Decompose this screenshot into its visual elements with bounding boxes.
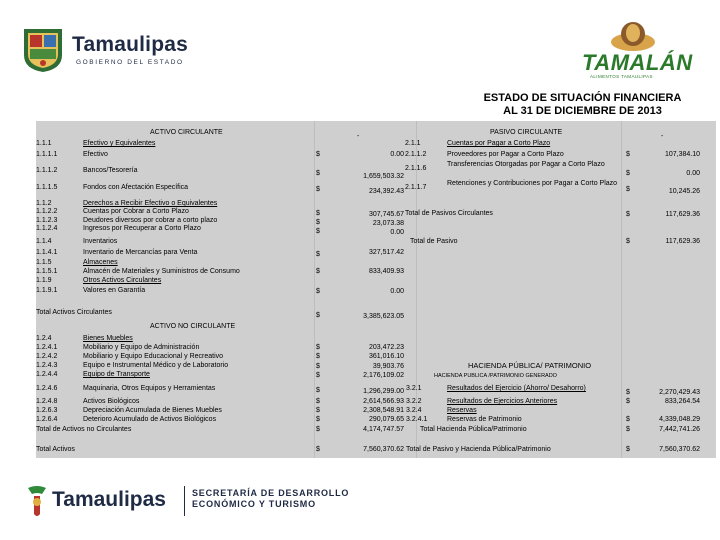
row-label: Resultados de Ejercicios Anteriores: [447, 398, 558, 405]
row-amount: 23,073.38: [372, 220, 404, 227]
row-code: 1.2.4.8: [36, 398, 58, 405]
row-code: 1.1.5: [36, 259, 52, 266]
row-amount: 4,339,048.29: [659, 416, 700, 423]
total-hacienda-amount: 7,442,741.26: [659, 426, 700, 433]
title-line-2: AL 31 DE DICIEMBRE DE 2013: [503, 105, 662, 117]
secretaria-line-1: SECRETARÍA DE DESARROLLO: [192, 488, 350, 498]
row-code: 1.1.2.4: [36, 225, 58, 232]
row-code: 1.1.1: [36, 140, 52, 147]
row-code: 3.2.4.1: [406, 416, 428, 423]
row-amount: 0.00: [686, 170, 700, 177]
currency-sign: $: [316, 407, 320, 414]
total-activos-circulantes-amount: 3,385,623.05: [363, 313, 404, 320]
currency-sign: $: [316, 372, 320, 379]
row-amount: 39,903.76: [372, 363, 404, 370]
row-amount: 327,517.42: [368, 249, 404, 256]
currency-sign: $: [316, 344, 320, 351]
row-label: Inventarios: [83, 238, 118, 245]
row-code: 1.1.9.1: [36, 287, 58, 294]
row-code: 1.1.4.1: [36, 249, 58, 256]
currency-sign: $: [626, 211, 630, 218]
secretaria-line-2: ECONÓMICO Y TURISMO: [192, 499, 316, 509]
row-label: Equipo de Transporte: [83, 371, 150, 378]
row-amount: 2,308,548.91: [363, 407, 404, 414]
total-activos-label: Total Activos: [36, 446, 75, 453]
row-amount: 234,392.43: [368, 188, 404, 195]
row-label: Otros Activos Circulantes: [83, 277, 162, 284]
currency-sign: $: [316, 170, 320, 177]
currency-sign: $: [316, 228, 320, 235]
pasivo-circulante-heading: PASIVO CIRCULANTE: [490, 129, 563, 136]
row-code: 2.1.1.2: [405, 151, 427, 158]
row-amount: 1,296,299.00: [363, 388, 404, 395]
row-amount: 107,384.10: [664, 151, 700, 158]
row-label: Proveedores por Pagar a Corto Plazo: [447, 151, 564, 158]
row-label: Fondos con Afectación Específica: [83, 184, 189, 191]
row-code: 1.2.4.1: [36, 344, 58, 351]
row-code: 2.1.1.7: [405, 184, 427, 191]
row-label: Equipo e Instrumental Médico y de Laboratorio: [83, 362, 229, 369]
row-code: 1.1.1.5: [36, 184, 58, 191]
row-code: 1.2.4.2: [36, 353, 58, 360]
row-label: Retenciones y Contribuciones por Pagar a Corto Plazo: [447, 180, 618, 187]
row-code: 1.1.9: [36, 277, 52, 284]
grand-total-amount: 7,560,370.62: [659, 446, 700, 453]
currency-sign: $: [626, 170, 630, 177]
currency-sign: $: [626, 186, 630, 193]
row-label: Mobiliario y Equipo Educacional y Recreativo: [83, 353, 224, 360]
row-label: Cuentas por Cobrar a Corto Plazo: [83, 208, 189, 215]
row-label: Activos Biológicos: [83, 398, 140, 405]
currency-sign: $: [626, 416, 630, 423]
row-amount: 1,659,503.32: [363, 173, 404, 180]
row-label: Mobiliario y Equipo de Administración: [83, 344, 200, 351]
grand-total-label: Total de Pasivo y Hacienda Pública/Patrimonio: [406, 446, 551, 453]
row-label: Efectivo: [83, 151, 108, 158]
secretaria-label: [192, 488, 349, 510]
currency-sign: $: [316, 353, 320, 360]
row-code: 2.1.1: [405, 140, 421, 147]
row-code: 1.1.5.1: [36, 268, 58, 275]
tamalan-tagline: ALIMENTOS TAMAULIPAS: [590, 74, 653, 79]
row-label: Reservas: [447, 407, 477, 414]
currency-sign: $: [316, 387, 320, 394]
row-amount: 0.00: [390, 229, 404, 236]
currency-sign: $: [316, 210, 320, 217]
row-code: 1.1.1.2: [36, 167, 58, 174]
row-amount: 361,016.10: [368, 353, 404, 360]
currency-sign: $: [316, 151, 320, 158]
total-pasivos-circulantes-amount: 117,629.36: [665, 211, 700, 218]
row-label: Almacén de Materiales y Suministros de Consumo: [83, 268, 240, 275]
row-label: Cuentas por Pagar a Corto Plazo: [447, 140, 551, 147]
total-pasivo-label: Total de Pasivo: [410, 238, 458, 245]
currency-sign: $: [316, 288, 320, 295]
row-code: 1.1.2.2: [36, 208, 58, 215]
row-code: 1.2.4.6: [36, 385, 58, 392]
row-code: 3.2.2: [406, 398, 422, 405]
total-activos-circulantes-label: Total Activos Circulantes: [36, 309, 112, 316]
currency-sign: $: [316, 219, 320, 226]
row-label: Inventario de Mercancías para Venta: [83, 249, 198, 256]
row-code: 3.2.1: [406, 385, 422, 392]
tamaulipas-t-icon: [26, 484, 48, 518]
row-label: Bancos/Tesorería: [83, 167, 138, 174]
row-amount: 0.00: [390, 288, 404, 295]
hacienda-heading: HACIENDA PÚBLICA/ PATRIMONIO: [468, 361, 592, 370]
row-label: Resultados del Ejercicio (Ahorro/ Desahorro): [447, 385, 586, 392]
currency-sign: $: [316, 398, 320, 405]
column-dash: -: [357, 133, 360, 140]
currency-sign: $: [316, 416, 320, 423]
row-label: Deudores diversos por cobrar a corto plazo: [83, 217, 218, 224]
row-amount: 833,409.93: [368, 268, 404, 275]
row-amount: 2,614,566.93: [363, 398, 404, 405]
currency-sign: $: [316, 312, 320, 319]
row-code: 1.1.4: [36, 238, 52, 245]
row-amount: 290,079.65: [368, 416, 404, 423]
total-hacienda-label: Total Hacienda Pública/Patrimonio: [420, 426, 527, 433]
row-label: Derechos a Recibir Efectivo o Equivalentes: [83, 200, 218, 207]
row-code: 1.1.2: [36, 200, 52, 207]
currency-sign: $: [626, 238, 630, 245]
activo-circulante-heading: ACTIVO CIRCULANTE: [150, 129, 223, 136]
total-activos-no-circulantes-label: Total de Activos no Circulantes: [36, 426, 132, 433]
total-pasivos-circulantes-label: Total de Pasivos Circulantes: [405, 210, 493, 217]
row-amount: 307,745.67: [368, 211, 404, 218]
hacienda-subheading: HACIENDA PUBLICA /PATRIMONIO GENERADO: [434, 373, 557, 379]
row-code: 1.2.4: [36, 335, 52, 342]
row-label: Depreciación Acumulada de Bienes Muebles: [83, 407, 222, 414]
row-amount: 2,176,109.02: [363, 372, 404, 379]
row-amount: 833,264.54: [664, 398, 700, 405]
tamalan-wordmark: TAMALÁN: [582, 50, 693, 75]
row-label: Maquinaria, Otros Equipos y Herramientas: [83, 385, 216, 392]
row-code: 1.2.4.3: [36, 362, 58, 369]
row-code: 3.2.4: [406, 407, 422, 414]
row-amount: 2,270,429.43: [659, 389, 700, 396]
total-pasivo-amount: 117,629.36: [665, 238, 700, 245]
row-code: 2.1.1.6: [405, 165, 427, 172]
activo-no-circulante-heading: ACTIVO NO CIRCULANTE: [150, 323, 236, 330]
title-line-1: ESTADO DE SITUACIÓN FINANCIERA: [483, 92, 682, 104]
tamaulipas-wordmark: Tamaulipas: [72, 33, 188, 56]
page-footer: [26, 482, 466, 522]
row-code: 1.2.6.4: [36, 416, 58, 423]
footer-tamaulipas-wordmark: Tamaulipas: [52, 488, 166, 511]
total-activos-no-circulantes-amount: 4,174,747.57: [363, 426, 404, 433]
row-label: Almacenes: [83, 259, 118, 266]
currency-sign: $: [626, 398, 630, 405]
row-amount: 0.00: [390, 151, 404, 158]
row-code: 1.2.4.4: [36, 371, 58, 378]
row-label: Reservas de Patrimonio: [447, 416, 522, 423]
row-label: Ingresos por Recuperar a Corto Plazo: [83, 225, 201, 232]
currency-sign: $: [316, 268, 320, 275]
currency-sign: $: [316, 446, 320, 453]
currency-sign: $: [316, 426, 320, 433]
column-dash: -: [661, 133, 664, 140]
currency-sign: $: [626, 151, 630, 158]
row-amount: 10,245.26: [668, 188, 700, 195]
currency-sign: $: [316, 251, 320, 258]
gobierno-subtitle: GOBIERNO DEL ESTADO: [76, 59, 184, 66]
row-code: 1.1.1.1: [36, 151, 58, 158]
currency-sign: $: [316, 363, 320, 370]
footer-divider: [184, 486, 185, 516]
row-code: 1.1.2.3: [36, 217, 58, 224]
currency-sign: $: [316, 186, 320, 193]
row-label: Valores en Garantía: [83, 287, 146, 294]
row-label: Transferencias Otorgadas por Pagar a Corto Plazo: [447, 161, 605, 168]
row-amount: 203,472.23: [368, 344, 404, 351]
currency-sign: $: [626, 389, 630, 396]
currency-sign: $: [626, 446, 630, 453]
row-label: Deterioro Acumulado de Activos Biológicos: [83, 416, 217, 423]
currency-sign: $: [626, 426, 630, 433]
total-activos-amount: 7,560,370.62: [363, 446, 404, 453]
row-code: 1.2.6.3: [36, 407, 58, 414]
row-label: Efectivo y Equivalentes: [83, 140, 156, 147]
row-label: Bienes Muebles: [83, 335, 133, 342]
